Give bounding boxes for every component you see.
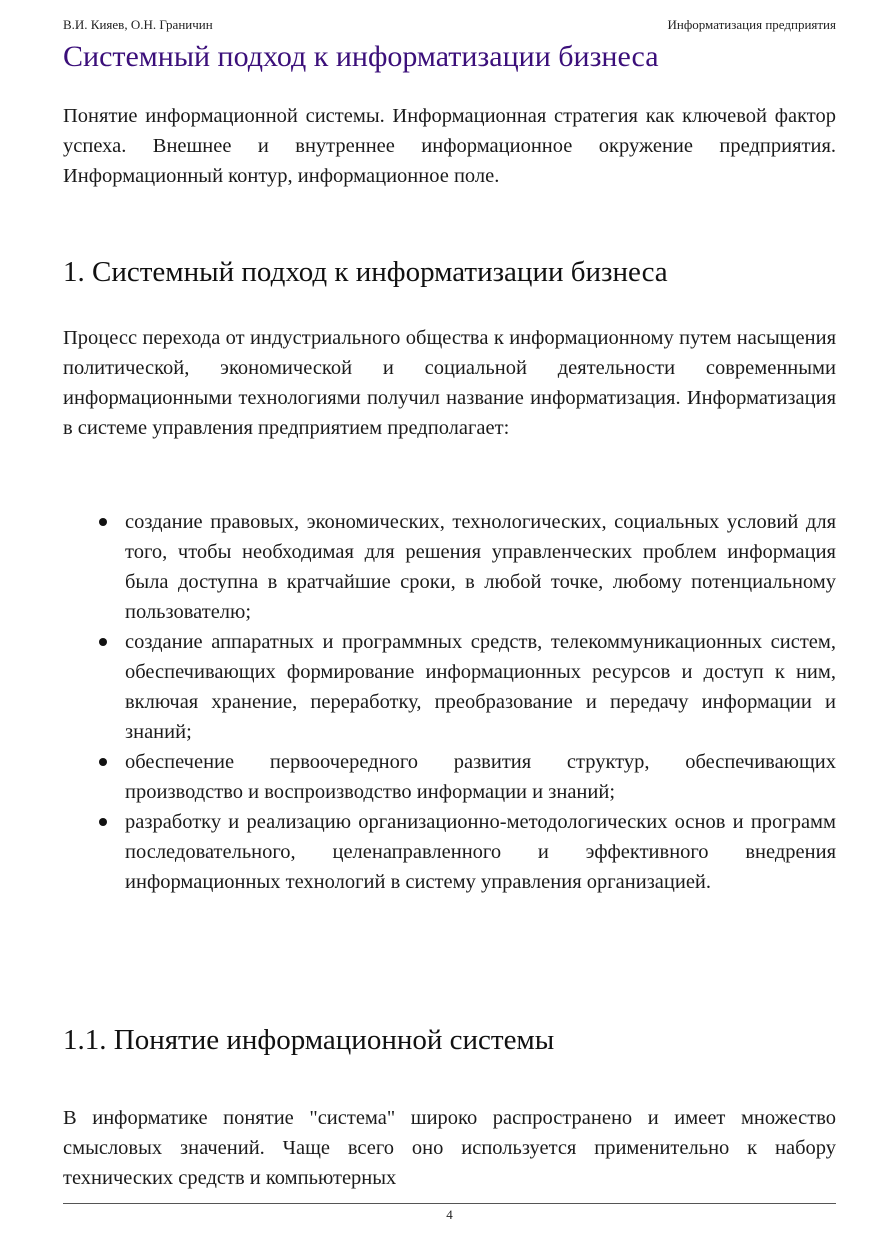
informatization-bullet-list — [63, 507, 836, 897]
document-title: Системный подход к информатизации бизнеса — [63, 40, 659, 73]
abstract-paragraph: Понятие информационной системы. Информационная стратегия как ключевой фактор успеха. Внешнее и внутреннее информационное окружение предприятия. Информационный контур, информационное поле. — [63, 105, 836, 187]
running-header — [63, 15, 836, 35]
list-item-text: создание правовых, экономических, технологических, социальных условий для того, чтобы необходимая для решения управленческих проблем информация была доступна в кратчайшие сроки, в любой точке, любому потенциальному пользователю; — [125, 511, 836, 623]
footer-divider — [63, 1203, 836, 1204]
list-item — [63, 627, 836, 747]
list-item-text: создание аппаратных и программных средств, телекоммуникационных систем, обеспечивающих формирование информационных ресурсов и доступ к ним, включая хранение, переработку, преобразование и передачу информации и знаний; — [125, 631, 836, 743]
section-1-1-heading: 1.1. Понятие информационной системы — [63, 1024, 555, 1056]
section-1-intro-paragraph: Процесс перехода от индустриального общества к информационному путем насыщения политической, экономической и социальной деятельности современными информационными технологиями получил название информатизация. Информатизация в системе управления предприятием предполагает: — [63, 327, 836, 439]
bullet-icon — [99, 818, 107, 826]
page-number: 4 — [446, 1207, 453, 1222]
bullet-icon — [99, 758, 107, 766]
bullet-icon — [99, 518, 107, 526]
header-authors: В.И. Кияев, О.Н. Граничин — [63, 17, 213, 32]
list-item — [63, 747, 836, 807]
list-item — [63, 807, 836, 897]
section-1-heading: 1. Системный подход к информатизации бизнеса — [63, 256, 668, 288]
section-1-1-paragraph: В информатике понятие "система" широко распространено и имеет множество смысловых значений. Чаще всего оно используется применительно к набору технических средств и компьютерных — [63, 1107, 836, 1189]
header-book-title: Информатизация предприятия — [667, 17, 836, 32]
bullet-icon — [99, 638, 107, 646]
document-page — [63, 0, 836, 1241]
list-item-text: обеспечение первоочередного развития структур, обеспечивающих производство и воспроизводство информации и знаний; — [125, 751, 836, 803]
list-item — [63, 507, 836, 627]
list-item-text: разработку и реализацию организационно-методологических основ и программ последовательного, целенаправленного и эффективного внедрения информационных технологий в систему управления организацией. — [125, 811, 836, 893]
